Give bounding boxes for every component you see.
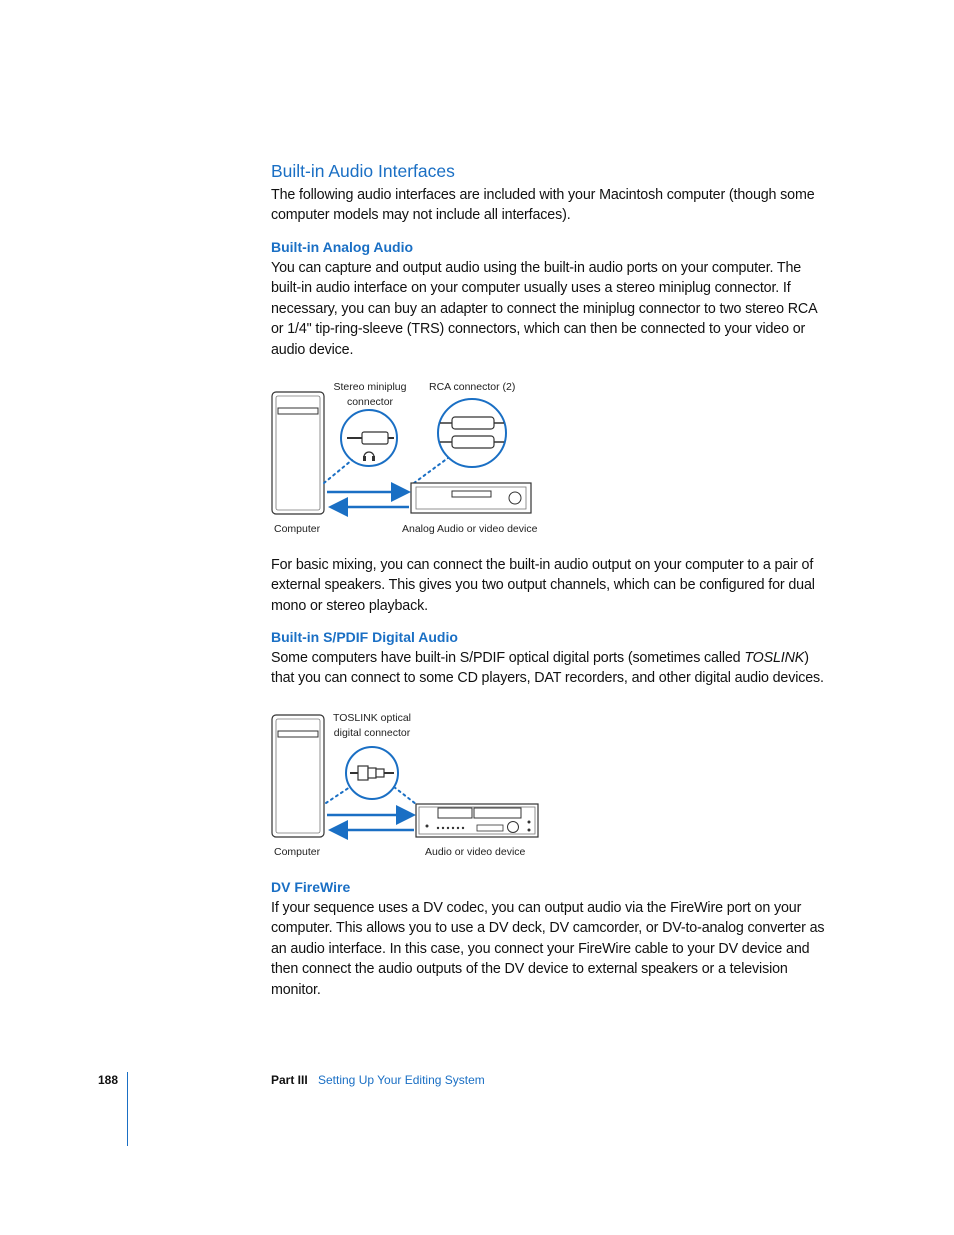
analog-device-caption: Analog Audio or video device (402, 523, 538, 535)
firewire-heading: DV FireWire (271, 879, 351, 895)
rca-caption: RCA connector (2) (429, 381, 516, 393)
miniplug-caption-line2: connector (346, 396, 394, 408)
digital-device-icon (416, 804, 538, 837)
computer-caption: Computer (274, 523, 321, 535)
footer-section-title: Setting Up Your Editing System (318, 1073, 485, 1087)
footer-part-label: Part III (271, 1073, 308, 1087)
mixing-paragraph: For basic mixing, you can connect the built-in audio output on your computer to a pair of external speakers. This gives you two output channels, which can be configured for dual mono or stereo playback. (271, 557, 815, 614)
firewire-paragraph: If your sequence uses a DV codec, you can output audio via the FireWire port on your computer. This allows you to use a DV deck, DV camcorder, or DV-to-analog converter as an audio interface. In this case, you connect your FireWire cable to your DV device and then connect the audio outputs of the DV device to external speakers or a television monitor. (271, 900, 825, 998)
page-number: 188 (98, 1073, 119, 1087)
toslink-term: TOSLINK (744, 650, 805, 666)
toslink-connector-icon (346, 747, 398, 799)
miniplug-caption-line1: Stereo miniplug (333, 381, 407, 393)
analog-audio-paragraph: You can capture and output audio using the built-in audio ports on your computer. The built-in audio interface on your computer usually uses a stereo miniplug connector. If necessary, you can buy an adapter to connect the miniplug connector to two stereo RCA or 1/4" tip-ring-sleeve (TRS) connectors, which can then be connected to your video or audio device. (271, 260, 817, 358)
footer-divider (127, 1072, 128, 1146)
digital-device-caption: Audio or video device (425, 846, 526, 858)
computer-tower-icon (272, 715, 324, 837)
spdif-heading: Built-in S/PDIF Digital Audio (271, 629, 458, 645)
computer-caption-2: Computer (274, 846, 321, 858)
section-heading: Built-in Audio Interfaces (271, 161, 455, 181)
spdif-paragraph: Some computers have built-in S/PDIF optical digital ports (sometimes called TOSLINK) that you can connect to some CD players, DAT recorders, and other digital audio devices. (271, 650, 824, 687)
intro-paragraph: The following audio interfaces are included with your Macintosh computer (though some computer models may not include all interfaces). (271, 187, 815, 224)
toslink-caption-line2: digital connector (333, 727, 411, 739)
analog-audio-heading: Built-in Analog Audio (271, 239, 414, 255)
toslink-caption-line1: TOSLINK optical (332, 712, 411, 724)
